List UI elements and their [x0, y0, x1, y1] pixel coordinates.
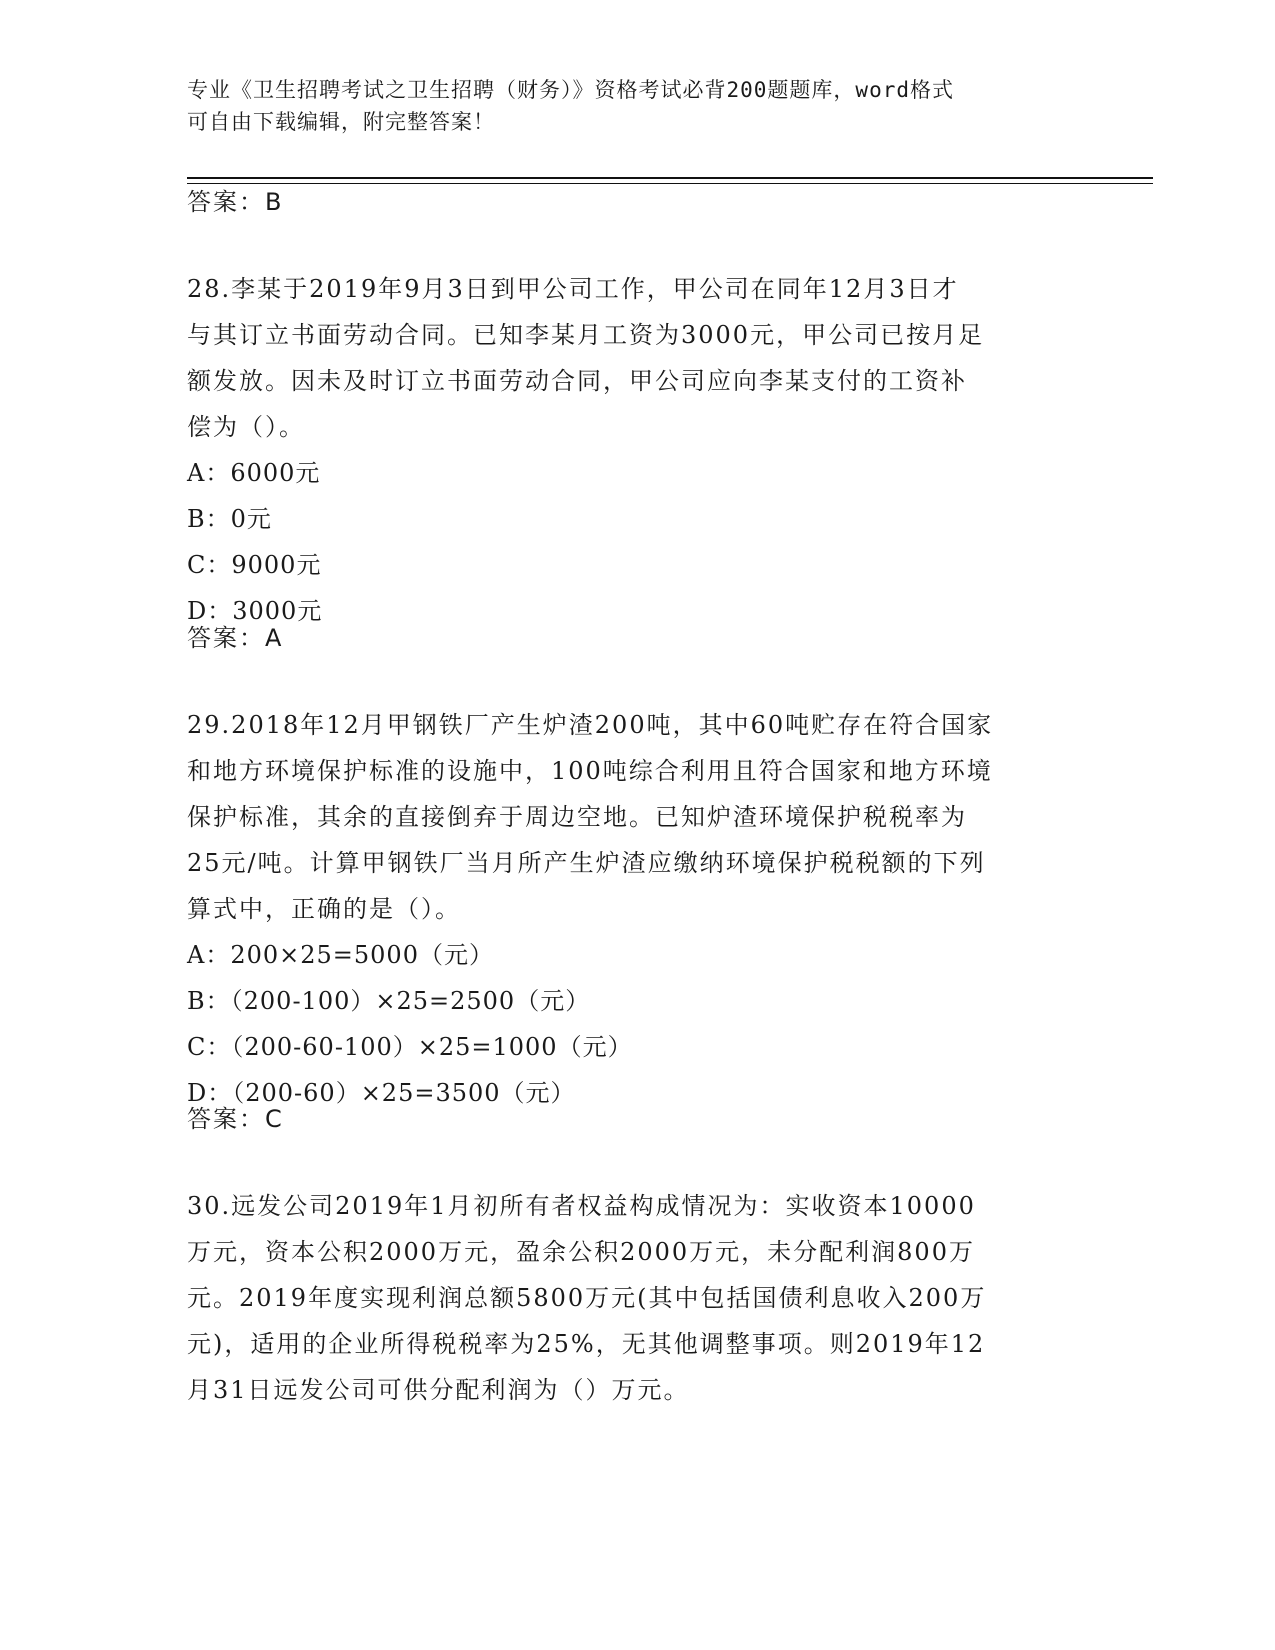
question-30-stem: [187, 1183, 1087, 1413]
option-d: D：（200-60）×25=3500（元）: [187, 1079, 576, 1107]
question-29-answer: 答案：C: [187, 1105, 284, 1133]
header-rule-thin: [187, 183, 1153, 184]
option-d: D：3000元: [187, 597, 323, 625]
stem-line: 万元，资本公积2000万元，盈余公积2000万元，未分配利润800万: [187, 1238, 975, 1266]
stem-line: 算式中，正确的是（）。: [187, 895, 461, 923]
question-29: [187, 702, 1087, 1116]
header-line-2: 可自由下载编辑，附完整答案！: [187, 110, 495, 134]
stem-line: 与其订立书面劳动合同。已知李某月工资为3000元，甲公司已按月足: [187, 321, 985, 349]
question-28-stem: [187, 266, 1087, 450]
stem-line: 29.2018年12月甲钢铁厂产生炉渣200吨，其中60吨贮存在符合国家: [187, 711, 994, 739]
option-a: A：200×25=5000（元）: [187, 941, 494, 969]
question-29-options: [187, 932, 1087, 1116]
stem-line: 28.李某于2019年9月3日到甲公司工作，甲公司在同年12月3日才: [187, 275, 959, 303]
stem-line: 30.远发公司2019年1月初所有者权益构成情况为：实收资本10000: [187, 1192, 976, 1220]
header-rule-thick: [187, 177, 1153, 179]
question-28: [187, 266, 1087, 634]
stem-line: 额发放。因未及时订立书面劳动合同，甲公司应向李某支付的工资补: [187, 367, 967, 395]
answer-previous: 答案：B: [187, 188, 284, 216]
option-c: C：（200-60-100）×25=1000（元）: [187, 1033, 633, 1061]
document-header: [187, 74, 1087, 138]
option-a: A：6000元: [187, 459, 321, 487]
question-30: [187, 1183, 1087, 1413]
option-b: B：0元: [187, 505, 272, 533]
option-b: B：（200-100）×25=2500（元）: [187, 987, 591, 1015]
stem-line: 和地方环境保护标准的设施中，100吨综合利用且符合国家和地方环境: [187, 757, 993, 785]
header-line-1: 专业《卫生招聘考试之卫生招聘（财务）》资格考试必背200题题库，word格式: [187, 78, 954, 102]
question-28-answer: 答案：A: [187, 624, 284, 652]
question-28-options: [187, 450, 1087, 634]
stem-line: 偿为（）。: [187, 413, 305, 441]
stem-line: 月31日远发公司可供分配利润为（）万元。: [187, 1376, 690, 1404]
stem-line: 保护标准，其余的直接倒弃于周边空地。已知炉渣环境保护税税率为: [187, 803, 967, 831]
stem-line: 25元/吨。计算甲钢铁厂当月所产生炉渣应缴纳环境保护税税额的下列: [187, 849, 986, 877]
stem-line: 元。2019年度实现利润总额5800万元(其中包括国债利息收入200万: [187, 1284, 987, 1312]
option-c: C：9000元: [187, 551, 322, 579]
question-29-stem: [187, 702, 1087, 932]
stem-line: 元)，适用的企业所得税税率为25%，无其他调整事项。则2019年12: [187, 1330, 986, 1358]
